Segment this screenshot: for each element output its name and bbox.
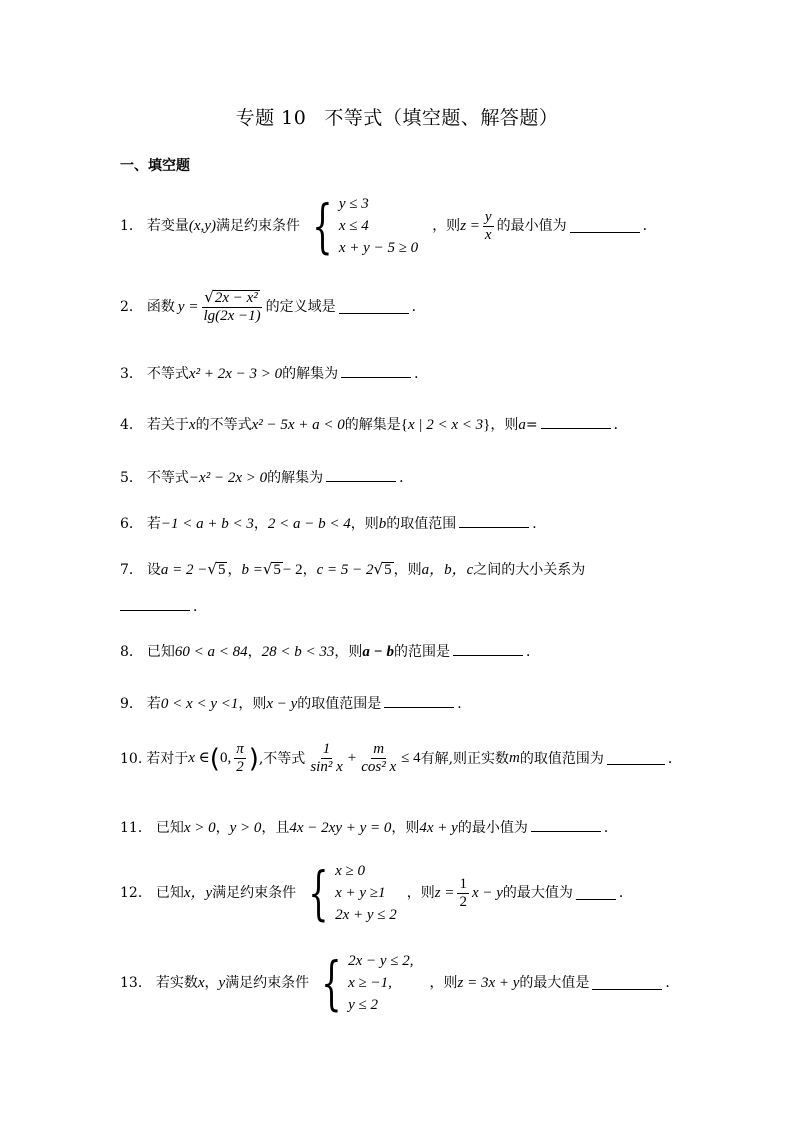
problem-number: 3．: [120, 366, 143, 382]
problem-7: [120, 562, 585, 578]
math-expr: ≤ 4: [401, 750, 421, 766]
problem-text: 满足约束条件: [215, 218, 300, 234]
radicand: 5: [384, 562, 392, 578]
radicand: 2x − x²: [214, 290, 258, 306]
problem-10: [120, 742, 682, 775]
answer-blank[interactable]: [607, 752, 665, 765]
constraint: x + y − 5 ≥ 0: [338, 239, 419, 256]
numerator: 1: [459, 875, 467, 892]
math-expr: x² − 5x + a < 0: [251, 417, 345, 433]
problem-8: [120, 643, 540, 660]
problem-text: ，: [247, 644, 262, 660]
problem-text: 若关于: [146, 417, 189, 433]
answer-blank[interactable]: [576, 887, 616, 900]
answer-blank[interactable]: [384, 695, 454, 708]
constraint: y ≤ 2: [348, 996, 378, 1013]
problem-text: 若: [146, 516, 161, 532]
radicand: 5: [273, 562, 281, 578]
math-expr: −1 < a + b < 3: [160, 516, 254, 532]
problem-4: [120, 416, 628, 433]
problem-text: 的最小值为: [457, 820, 528, 836]
problem-text: 已知: [146, 644, 175, 660]
problem-text: 的最大值是: [519, 975, 590, 991]
math-expr: − 2: [282, 562, 303, 578]
problem-text: 的取值范围: [386, 516, 457, 532]
math-expr: 0,: [219, 750, 232, 766]
sqrt-symbol: √ 2x − x²: [204, 288, 258, 306]
denominator: 2: [236, 759, 244, 775]
problem-text: 若变量: [146, 218, 189, 234]
left-brace-icon: {: [312, 191, 333, 260]
problem-text: ，则: [429, 975, 458, 991]
problem-text: ．: [667, 750, 682, 767]
constraint: y ≤ 3: [338, 195, 369, 212]
title-prefix: 专题: [235, 107, 275, 129]
math-expr: z = 3x + y: [457, 974, 520, 991]
numerator: m: [373, 741, 385, 757]
constraint-system: [304, 193, 418, 259]
problem-text: 有解,则正实数: [420, 750, 510, 767]
problem-text: 若: [146, 696, 161, 712]
radicand: 5: [217, 562, 226, 578]
math-expr: x ∈: [188, 750, 210, 766]
problem-7-line-2: [120, 598, 207, 614]
answer-blank[interactable]: [453, 643, 523, 656]
problem-text: 的最大值为: [502, 885, 573, 901]
problem-number: 6．: [120, 516, 143, 532]
math-expr: 2 < a − b < 4: [267, 516, 351, 532]
problem-13: [120, 950, 679, 1016]
page-title: [0, 103, 794, 130]
denominator: lg(2x −1): [203, 308, 261, 324]
problem-text: ．: [457, 696, 472, 712]
problem-text: 的取值范围为: [519, 750, 604, 767]
problem-number: 12．: [120, 885, 152, 901]
problem-text: 的取值范围是: [297, 696, 382, 712]
left-brace-icon: {: [308, 858, 329, 927]
problem-number: 4．: [120, 417, 143, 433]
math-expr: b =: [241, 562, 263, 578]
answer-blank[interactable]: [592, 977, 662, 990]
math-expr: 0 < x < y <1: [160, 696, 239, 712]
numerator: 1: [322, 741, 331, 757]
problem-number: 5．: [120, 470, 143, 486]
problem-text: ,不等式: [258, 750, 306, 767]
answer-blank[interactable]: [339, 301, 409, 314]
problem-text: 设: [146, 562, 161, 578]
problem-text: ．: [618, 885, 633, 901]
left-brace-icon: {: [400, 417, 408, 433]
problem-text: ．: [414, 366, 429, 382]
problem-text: 的不等式: [195, 417, 252, 433]
problem-text: 函数: [146, 299, 175, 315]
problem-number: 7．: [120, 562, 143, 578]
title-number: 10: [281, 107, 307, 129]
denominator: sin² x: [310, 759, 343, 775]
problem-text: ．: [399, 470, 414, 486]
problem-text: ，: [227, 562, 242, 578]
constraint: x ≥ 0: [335, 862, 365, 879]
answer-blank[interactable]: [459, 515, 529, 528]
math-expr: x − y: [471, 884, 503, 901]
problem-text: 若对于: [146, 750, 189, 767]
problem-11: [120, 819, 618, 836]
problem-text: 的定义域是: [265, 299, 336, 315]
math-expr: z =: [460, 217, 480, 234]
problem-text: 的解集为: [267, 470, 324, 486]
problem-text: 若实数: [155, 975, 198, 991]
problem-text: =: [525, 417, 538, 433]
problem-text: ．: [193, 599, 207, 615]
problem-text: 满足约束条件: [225, 975, 310, 991]
fraction: [201, 290, 262, 324]
problem-text: ，: [204, 975, 219, 991]
math-expr: −x² − 2x > 0: [188, 470, 268, 486]
problem-number: 8．: [120, 644, 143, 660]
constraint: x ≤ 4: [338, 217, 369, 234]
problem-number: 13．: [120, 975, 152, 991]
problem-text: ，则: [490, 417, 519, 433]
problem-text: ，则: [334, 644, 363, 660]
math-expr: y > 0: [229, 820, 262, 836]
problem-text: ．: [642, 218, 657, 234]
fraction: [457, 877, 469, 910]
problem-text: 之间的大小关系为: [473, 562, 586, 578]
math-expr: y =: [177, 298, 199, 315]
constraint-system: [313, 950, 413, 1016]
problem-text: 的最小值为: [496, 218, 567, 234]
left-paren-icon: (: [209, 743, 220, 774]
problem-text: ，则: [432, 218, 461, 234]
problem-text: ．: [665, 975, 680, 991]
problem-text: ．: [613, 417, 628, 433]
problem-text: 已知: [155, 820, 184, 836]
constraint: x + y ≥1: [335, 884, 386, 901]
math-expr: x | 2 < x < 3: [407, 417, 484, 433]
problem-text: ．: [532, 516, 547, 532]
problem-2: [120, 290, 426, 324]
math-expr: b: [378, 516, 387, 532]
answer-blank[interactable]: [326, 469, 396, 482]
math-expr: 4x + y: [419, 820, 458, 836]
math-expr: a − b: [362, 644, 395, 660]
problem-text: ，则: [406, 885, 435, 901]
answer-blank[interactable]: [570, 220, 640, 233]
problem-text: 已知: [155, 885, 184, 901]
problem-number: 11．: [120, 820, 152, 836]
problem-text: 不等式: [146, 366, 189, 382]
math-expr: +: [347, 750, 357, 766]
constraint: 2x − y ≤ 2,: [348, 952, 414, 969]
math-expr: a，b，c: [421, 562, 474, 578]
sqrt-symbol: √ 5: [262, 560, 281, 578]
math-expr: 60 < a < 84: [174, 644, 248, 660]
math-expr: (x,y): [188, 217, 216, 234]
math-expr: m: [509, 750, 520, 766]
math-expr: 4x − 2xy + y = 0: [289, 820, 392, 836]
problem-3: [120, 365, 428, 382]
numerator: y: [484, 208, 492, 225]
problem-number: 2．: [120, 299, 143, 315]
fraction: [234, 742, 246, 775]
math-expr: x − y: [266, 696, 298, 712]
fraction: [308, 742, 344, 775]
problem-text: 满足约束条件: [212, 885, 297, 901]
fraction: [483, 210, 494, 243]
problem-text: 的解集为: [282, 366, 339, 382]
section-heading: 一、填空题: [120, 158, 190, 174]
problem-5: [120, 469, 413, 486]
fraction: [359, 742, 398, 775]
problem-text: ，: [302, 562, 317, 578]
title-text: 不等式（填空题、解答题）: [324, 107, 559, 129]
constraint-system: [300, 860, 397, 926]
denominator: 2: [459, 893, 467, 910]
math-expr: x² + 2x − 3 > 0: [188, 366, 283, 382]
right-paren-icon: ): [248, 743, 259, 774]
sqrt-symbol: √ 5: [373, 560, 392, 578]
problem-text: ，则: [238, 696, 267, 712]
problem-text: ，且: [261, 820, 290, 836]
math-expr: 28 < b < 33: [261, 644, 335, 660]
left-brace-icon: {: [321, 948, 342, 1017]
answer-blank[interactable]: [531, 819, 601, 832]
problem-number: 9．: [120, 696, 143, 712]
problem-text: ．: [411, 299, 426, 315]
math-expr: z =: [434, 884, 455, 901]
denominator: cos² x: [361, 759, 397, 775]
problem-text: ．: [603, 820, 618, 836]
math-expr: x: [197, 974, 205, 991]
problem-text: ，则: [391, 820, 420, 836]
math-expr: a = 2 −: [160, 562, 208, 578]
denominator: x: [484, 226, 492, 243]
problem-text: 不等式: [146, 470, 189, 486]
problem-12: [120, 860, 633, 926]
problem-text: 的范围是: [394, 644, 451, 660]
math-expr: x: [188, 417, 196, 433]
problem-text: 的解集是: [344, 417, 401, 433]
problem-text: ，: [215, 820, 230, 836]
problem-1: [120, 193, 657, 259]
math-expr: a: [518, 417, 526, 433]
numerator: π: [236, 741, 244, 757]
problem-6: [120, 515, 546, 532]
problem-text: ，则: [350, 516, 379, 532]
problem-number: 1．: [120, 218, 143, 234]
answer-blank[interactable]: [341, 365, 411, 378]
math-expr: x > 0: [183, 820, 216, 836]
math-expr: y: [218, 974, 226, 991]
problem-text: ，则: [393, 562, 422, 578]
math-expr: x，y: [183, 884, 213, 901]
problem-9: [120, 695, 471, 712]
problem-text: ．: [526, 644, 541, 660]
answer-blank[interactable]: [120, 598, 190, 611]
problem-number: 10.: [120, 750, 143, 767]
right-brace-icon: }: [483, 417, 491, 433]
constraint: 2x + y ≤ 2: [335, 906, 397, 923]
constraint: x ≥ −1,: [348, 974, 392, 991]
sqrt-symbol: √ 5: [207, 560, 226, 578]
math-expr: c = 5 − 2: [316, 562, 374, 578]
answer-blank[interactable]: [541, 416, 611, 429]
problem-text: ，: [253, 516, 268, 532]
